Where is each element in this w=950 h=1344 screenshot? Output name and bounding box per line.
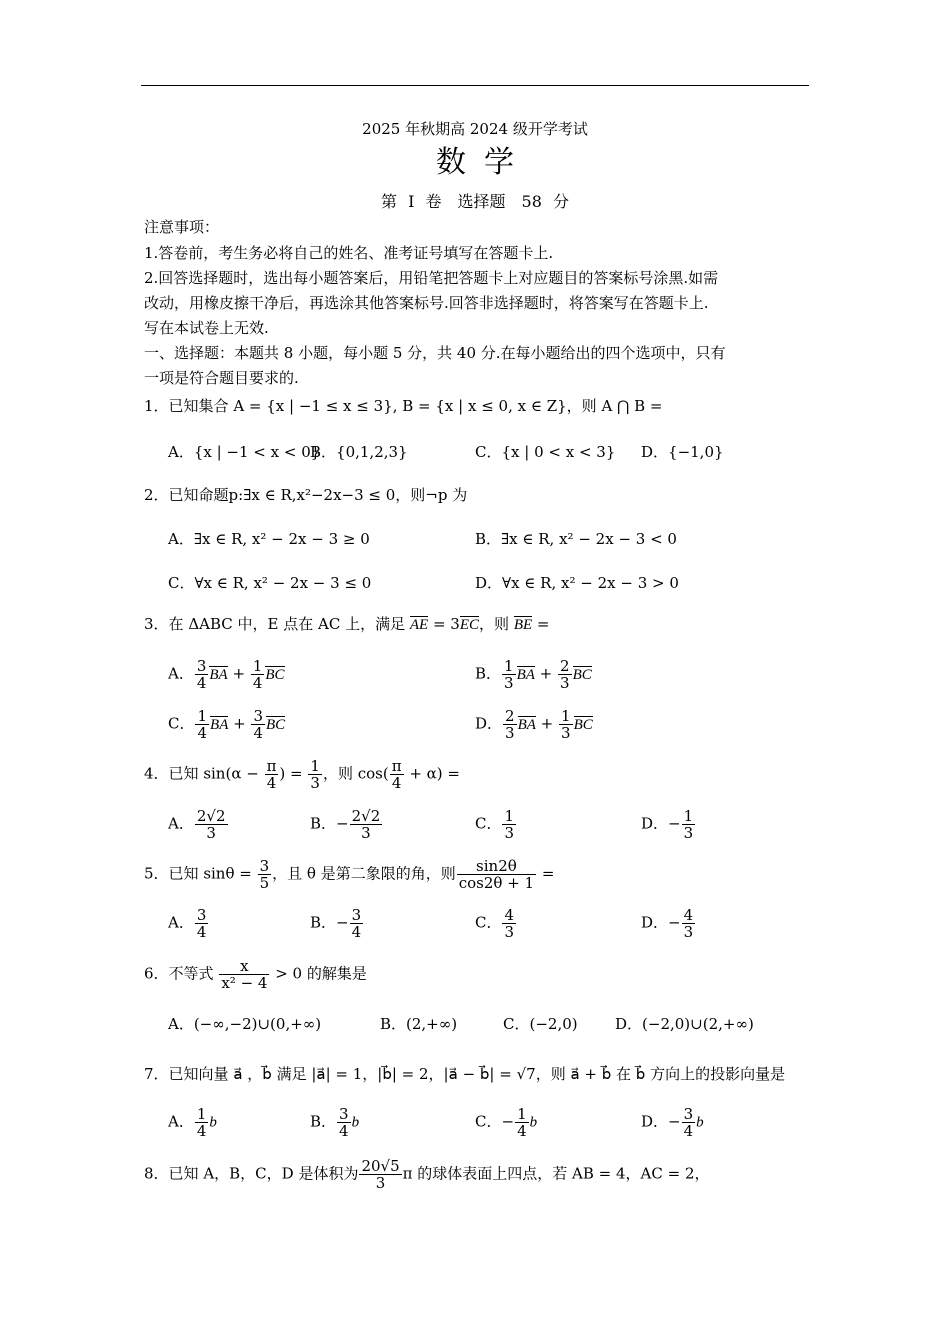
option-label: B． — [310, 913, 337, 932]
question-1 — [144, 397, 809, 415]
numerator: 4 — [504, 906, 515, 924]
q5-option-c[interactable] — [475, 907, 517, 940]
vector-ba: BA — [516, 666, 535, 683]
option-fraction — [195, 808, 228, 841]
question-7 — [144, 1065, 809, 1083]
q1-option-d[interactable]: D．{−1,0} — [641, 443, 724, 461]
question-3 — [144, 615, 809, 633]
q4-option-b[interactable] — [310, 808, 383, 841]
q3-option-b[interactable] — [475, 658, 592, 691]
numerator: sin2θ — [457, 858, 536, 875]
q7-option-d[interactable] — [641, 1106, 715, 1139]
exam-title: 2025 年秋期高 2024 级开学考试 — [362, 120, 588, 138]
equals-3: = 3 — [428, 615, 460, 633]
numerator: 2 — [560, 657, 570, 675]
option-label: A． — [168, 664, 194, 683]
option-label: D． — [641, 814, 669, 833]
numerator: 3 — [351, 906, 362, 924]
question-number: 1． — [144, 397, 169, 415]
minus-sign: − — [668, 1112, 681, 1131]
pi-over-4 — [265, 758, 279, 791]
minus-sign: − — [336, 913, 349, 932]
stem-part-b: ，且 θ 是第二象限的角，则 — [272, 864, 456, 883]
coef-2 — [559, 708, 573, 741]
option-fraction — [682, 808, 696, 841]
q2-option-d[interactable]: D．∀x ∈ R, x² − 2x − 3 > 0 — [475, 574, 679, 592]
top-rule — [141, 85, 809, 86]
numerator: 3 — [259, 857, 270, 875]
plus: + — [534, 664, 558, 683]
question-number: 3． — [144, 615, 169, 633]
vector-b: b⃗ — [351, 1114, 371, 1131]
question-number: 7． — [144, 1065, 169, 1083]
vector-bc: BC — [572, 666, 592, 683]
option-label: A． — [168, 913, 194, 932]
option-fraction — [502, 907, 516, 940]
question-stem: 已知命题p:∃x ∈ R,x²−2x−3 ≤ 0，则¬p 为 — [168, 486, 468, 504]
denominator: 3 — [310, 774, 320, 792]
plus: + — [228, 714, 251, 733]
numerator: 20√5 — [361, 1157, 400, 1175]
question-4 — [144, 758, 809, 791]
section-instructions-line-1: 一、选择题：本题共 8 小题，每小题 5 分，共 40 分.在每小题给出的四个选项中，只有 — [144, 344, 726, 362]
stem-part-b: ) = — [279, 764, 308, 783]
denominator: 5 — [259, 874, 270, 892]
coef-1 — [502, 658, 516, 691]
q5-option-a[interactable] — [168, 907, 209, 940]
q4-option-d[interactable] — [641, 808, 696, 841]
q5-option-d[interactable] — [641, 907, 696, 940]
option-label: B． — [310, 814, 337, 833]
vector-be: BE — [513, 617, 533, 633]
question-6 — [144, 958, 809, 991]
stem-part-b: > 0 的解集是 — [270, 964, 367, 983]
option-fraction — [337, 1106, 351, 1139]
q3-option-d[interactable] — [475, 708, 593, 741]
numerator: 1 — [683, 807, 694, 825]
q1-option-c[interactable]: C．{x | 0 < x < 3} — [475, 443, 616, 461]
denominator: 3 — [560, 674, 570, 692]
denominator: 4 — [351, 923, 362, 941]
denominator: 4 — [517, 1122, 527, 1140]
stem-part-d: + α) = — [404, 764, 460, 783]
stem-part-a: 不等式 — [168, 964, 219, 983]
denominator: 3 — [206, 824, 216, 842]
option-fraction — [195, 907, 209, 940]
denominator: x² − 4 — [221, 974, 268, 992]
three-fifths — [258, 858, 272, 891]
one-third — [308, 758, 322, 791]
option-label: A． — [168, 814, 194, 833]
note-2-line-1: 2.回答选择题时，选出每小题答案后，用铅笔把答题卡上对应题目的答案标号涂黑.如需 — [144, 269, 719, 287]
numerator: 4 — [683, 906, 694, 924]
vector-ba: BA — [517, 716, 536, 733]
q4-option-a[interactable] — [168, 808, 229, 841]
numerator: π — [266, 757, 277, 775]
option-label: C． — [168, 714, 195, 733]
denominator: 3 — [683, 824, 694, 842]
vector-b: b⃗ — [696, 1114, 716, 1131]
option-label: B． — [475, 664, 502, 683]
numerator: 2 — [505, 707, 515, 725]
stem-part-a: 已知 sin(α − — [168, 764, 264, 783]
q2-option-b[interactable]: B．∃x ∈ R, x² − 2x − 3 < 0 — [475, 530, 677, 548]
denominator: 4 — [391, 774, 402, 792]
denominator: cos2θ + 1 — [458, 874, 535, 892]
numerator: 3 — [253, 707, 264, 725]
numerator: 3 — [339, 1105, 349, 1123]
question-2 — [144, 486, 809, 504]
option-label: D． — [641, 1112, 669, 1131]
coef-2 — [251, 708, 265, 741]
stem-part-c: ，则 cos( — [322, 764, 389, 783]
numerator: 1 — [561, 707, 571, 725]
stem-part-a: 已知 sinθ = — [168, 864, 257, 883]
volume-fraction — [359, 1158, 401, 1191]
coef-1 — [503, 708, 517, 741]
option-fraction — [682, 907, 696, 940]
denominator: 4 — [196, 923, 207, 941]
option-label: D． — [641, 913, 669, 932]
q6-option-c[interactable]: C．(−2,0) — [503, 1015, 578, 1033]
notes-heading: 注意事项： — [144, 218, 220, 236]
q7-option-a[interactable] — [168, 1106, 229, 1139]
section-instructions-line-2: 一项是符合题目要求的. — [144, 369, 299, 387]
denominator: 3 — [683, 923, 694, 941]
denominator: 3 — [375, 1174, 386, 1192]
option-label: C． — [475, 913, 502, 932]
option-fraction — [350, 907, 364, 940]
stem-part-c: = — [537, 864, 555, 883]
stem-part-b: π 的球体表面上四点，若 AB = 4，AC = 2， — [402, 1164, 710, 1183]
vector-b: b⃗ — [209, 1114, 229, 1131]
coef-2 — [251, 658, 265, 691]
denominator: 3 — [561, 724, 571, 742]
vector-bc: BC — [266, 716, 286, 733]
minus-sign: − — [668, 814, 681, 833]
inequality-fraction — [219, 958, 269, 991]
q6-option-d[interactable]: D．(−2,0)∪(2,+∞) — [615, 1015, 754, 1033]
q6-option-b[interactable]: B．(2,+∞) — [380, 1015, 458, 1033]
q3-option-a[interactable] — [168, 658, 285, 691]
denominator: 3 — [504, 923, 515, 941]
question-stem-pre: 在 ΔABC 中，E 点在 AC 上，满足 — [168, 615, 406, 633]
q4-option-c[interactable] — [475, 808, 517, 841]
question-number: 2． — [144, 486, 169, 504]
denominator: 4 — [266, 774, 277, 792]
question-stem-mid: ，则 — [479, 615, 510, 633]
option-label: A． — [168, 1112, 194, 1131]
option-label: C． — [475, 1112, 502, 1131]
numerator: 1 — [196, 1105, 207, 1123]
option-fraction — [502, 808, 516, 841]
numerator: 1 — [504, 657, 514, 675]
numerator: 1 — [252, 657, 263, 675]
numerator: 2√2 — [351, 807, 381, 825]
q6-option-a[interactable]: A．(−∞,−2)∪(0,+∞) — [168, 1015, 322, 1033]
denominator: 3 — [505, 724, 515, 742]
numerator: π — [391, 757, 402, 775]
subject-title: 数学 — [436, 145, 532, 180]
denominator: 3 — [504, 824, 515, 842]
vector-ba: BA — [209, 666, 228, 683]
coef-1 — [195, 708, 209, 741]
plus: + — [535, 714, 559, 733]
numerator: 1 — [504, 807, 515, 825]
q1-option-a[interactable]: A．{x | −1 < x < 0} — [168, 443, 321, 461]
numerator: x — [219, 958, 269, 975]
question-number: 8． — [144, 1164, 169, 1183]
denominator: 4 — [197, 724, 208, 742]
numerator: 1 — [310, 757, 320, 775]
option-label: C． — [475, 814, 502, 833]
vector-ba: BA — [210, 716, 229, 733]
numerator: 3 — [196, 906, 207, 924]
minus-sign: − — [501, 1112, 515, 1131]
note-2-line-2: 改动，用橡皮擦干净后，再选涂其他答案标号.回答非选择题时，将答案写在答题卡上. — [144, 294, 709, 312]
question-number: 5． — [144, 864, 169, 883]
numerator: 1 — [517, 1105, 527, 1123]
option-fraction — [515, 1106, 529, 1139]
equals-sign: = — [532, 615, 550, 633]
denominator: 4 — [196, 674, 207, 692]
question-stem: 已知向量 a⃗ ，b⃗ 满足 |a⃗| = 1，|b⃗| = 2，|a⃗ − b⃗| = √7，则 a⃗ + b⃗ 在 b⃗ 方向上的投影向量是 — [168, 1065, 786, 1083]
plus: + — [227, 664, 250, 683]
denominator: 4 — [196, 1122, 207, 1140]
vector-ae: AE — [409, 617, 429, 633]
vector-ec: EC — [459, 617, 480, 633]
q2-option-a[interactable]: A．∃x ∈ R, x² − 2x − 3 ≥ 0 — [168, 530, 370, 548]
q7-option-c[interactable] — [475, 1106, 549, 1139]
pi-over-4 — [390, 758, 404, 791]
denominator: 4 — [253, 724, 264, 742]
option-fraction — [195, 1106, 209, 1139]
denominator: 4 — [252, 674, 263, 692]
note-1: 1.答卷前，考生务必将自己的姓名、准考证号填写在答题卡上. — [144, 244, 554, 262]
stem-part-a: 已知 A，B，C，D 是体积为 — [168, 1164, 359, 1183]
coef-2 — [558, 658, 572, 691]
option-label: B． — [310, 1112, 337, 1131]
note-2-line-3: 写在本试卷上无效. — [144, 319, 269, 337]
numerator: 2√2 — [196, 807, 226, 825]
sin-over-cos-fraction — [457, 858, 536, 891]
option-fraction — [350, 808, 383, 841]
minus-sign: − — [668, 913, 681, 932]
part-title: 第 I 卷 选择题 58 分 — [381, 192, 569, 211]
q1-option-b[interactable]: B．{0,1,2,3} — [310, 443, 408, 461]
q2-option-c[interactable]: C．∀x ∈ R, x² − 2x − 3 ≤ 0 — [168, 574, 372, 592]
question-stem: 已知集合 A = {x | −1 ≤ x ≤ 3}, B = {x | x ≤ 0, x ∈ Z}，则 A ⋂ B = — [168, 397, 663, 415]
denominator: 3 — [504, 674, 514, 692]
question-number: 6． — [144, 964, 169, 983]
denominator: 4 — [683, 1122, 694, 1140]
question-number: 4． — [144, 764, 169, 783]
numerator: 3 — [196, 657, 207, 675]
option-fraction — [682, 1106, 696, 1139]
coef-1 — [195, 658, 209, 691]
denominator: 3 — [361, 824, 371, 842]
option-label: D． — [475, 714, 503, 733]
vector-bc: BC — [573, 716, 593, 733]
q5-option-b[interactable] — [310, 907, 364, 940]
minus-sign: − — [336, 814, 349, 833]
question-5 — [144, 858, 809, 891]
vector-bc: BC — [265, 666, 285, 683]
denominator: 4 — [339, 1122, 349, 1140]
numerator: 3 — [683, 1105, 694, 1123]
numerator: 1 — [197, 707, 208, 725]
q7-option-b[interactable] — [310, 1106, 371, 1139]
question-8 — [144, 1158, 809, 1191]
vector-b: b⃗ — [529, 1114, 549, 1131]
q3-option-c[interactable] — [168, 708, 285, 741]
